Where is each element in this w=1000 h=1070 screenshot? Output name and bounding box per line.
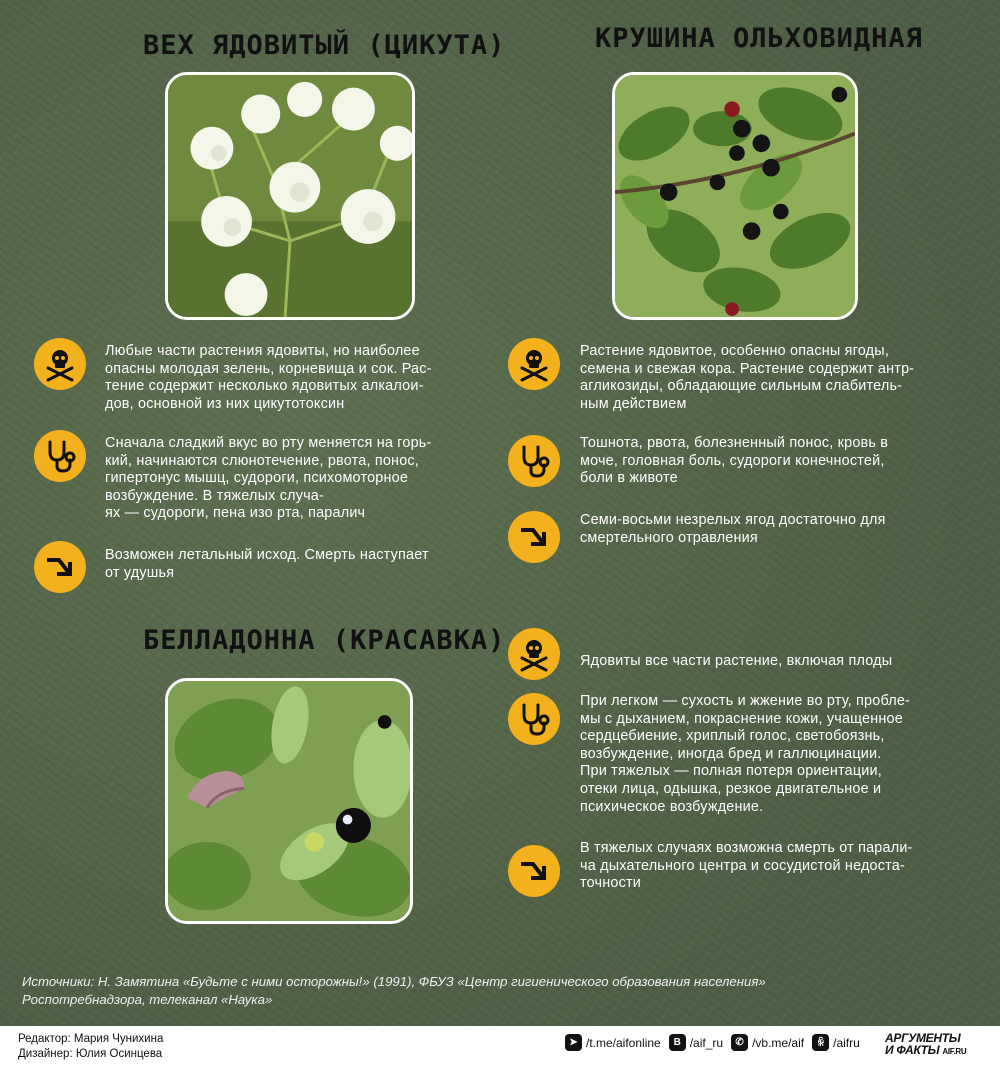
buckthorn-symptoms-text: Тошнота, рвота, болезненный понос, кровь в моче, головная боль, судороги конечностей, боли в животе [580,435,889,487]
buckthorn-outcome-text: Семи-восьми незрелых ягод достаточно для смертельного отравления [580,512,886,546]
social-links [565,1034,860,1051]
stethoscope-icon [508,435,560,487]
footer-bar [0,1026,1000,1070]
hemlock-outcome-text: Возможен летальный исход. Смерть наступает от удушья [105,547,429,581]
social-link-odnoklassniki[interactable]: ꆜ /aifru [812,1034,860,1051]
belladonna-outcome-text: В тяжелых случаях возможна смерть от парали- ча дыхательного центра и сосудистой недоста- точности [580,840,913,892]
arrow-down-right-icon [508,511,560,563]
plant-title-hemlock: ВЕХ ЯДОВИТЫЙ (ЦИКУТА) [143,30,506,61]
belladonna-symptoms-text: При легком — сухость и жжение во рту, пробле- мы с дыханием, покраснение кожи, учащенное сердцебиение, хриплый голос, светобоязнь, возбуждение, иногда бред и галлюцинации. При тяжелых — полная потеря ориентации, отеки лица, одышка, резкое двигательное и психическое возбуждение. [580,693,911,815]
social-link-vk[interactable]: В /aif_ru [669,1034,723,1051]
stethoscope-icon [34,430,86,482]
arrow-down-right-icon [508,845,560,897]
skull-crossbones-icon [34,338,86,390]
designer-credit: Дизайнер: Юлия Осинцева [18,1048,163,1060]
plant-title-belladonna: БЕЛЛАДОННА (КРАСАВКА) [143,625,506,656]
skull-crossbones-icon [508,338,560,390]
belladonna-photo [165,678,413,924]
buckthorn-toxicity-text: Растение ядовитое, особенно опасны ягоды, семена и свежая кора. Растение содержит антр- агликозиды, обладающие сильным слабитель- ным действием [580,343,915,412]
editor-credit: Редактор: Мария Чунихина [18,1033,164,1045]
hemlock-toxicity-text: Любые части растения ядовиты, но наиболее опасны молодая зелень, корневища и сок. Рас- тение содержит несколько ядовитых алкалои- дов, основной из них цикутотоксин [105,343,432,412]
hemlock-symptoms-text: Сначала сладкий вкус во рту меняется на горь- кий, начинаются слюнотечение, рвота, понос, гипертонус мышц, судороги, психомоторное возбуждение. В тяжелых случа- ях — судороги, пена изо рта, паралич [105,435,432,522]
telegram-icon: ➤ [565,1034,582,1051]
hemlock-photo [165,72,415,320]
credits [18,1032,163,1062]
arrow-down-right-icon [34,541,86,593]
social-link-viber[interactable]: ✆ /vb.me/aif [731,1034,804,1051]
social-link-telegram[interactable]: ➤ /t.me/aifonline [565,1034,661,1051]
skull-crossbones-icon [508,628,560,680]
stethoscope-icon [508,693,560,745]
vk-icon: В [669,1034,686,1051]
belladonna-toxicity-text: Ядовиты все части растение, включая плоды [580,653,893,669]
sources-note: Источники: Н. Замятина «Будьте с ними осторожны!» (1991), ФБУЗ «Центр гигиенического образования населения» Роспотребнадзора, телеканал «Наука» [22,974,766,1007]
aif-logo[interactable]: АРГУМЕНТЫ И ФАКТЫ AIF.RU [885,1031,967,1057]
buckthorn-photo [612,72,858,320]
plant-title-buckthorn: КРУШИНА ОЛЬХОВИДНАЯ [595,23,923,54]
viber-icon: ✆ [731,1034,748,1051]
odnoklassniki-icon: ꆜ [812,1034,829,1051]
